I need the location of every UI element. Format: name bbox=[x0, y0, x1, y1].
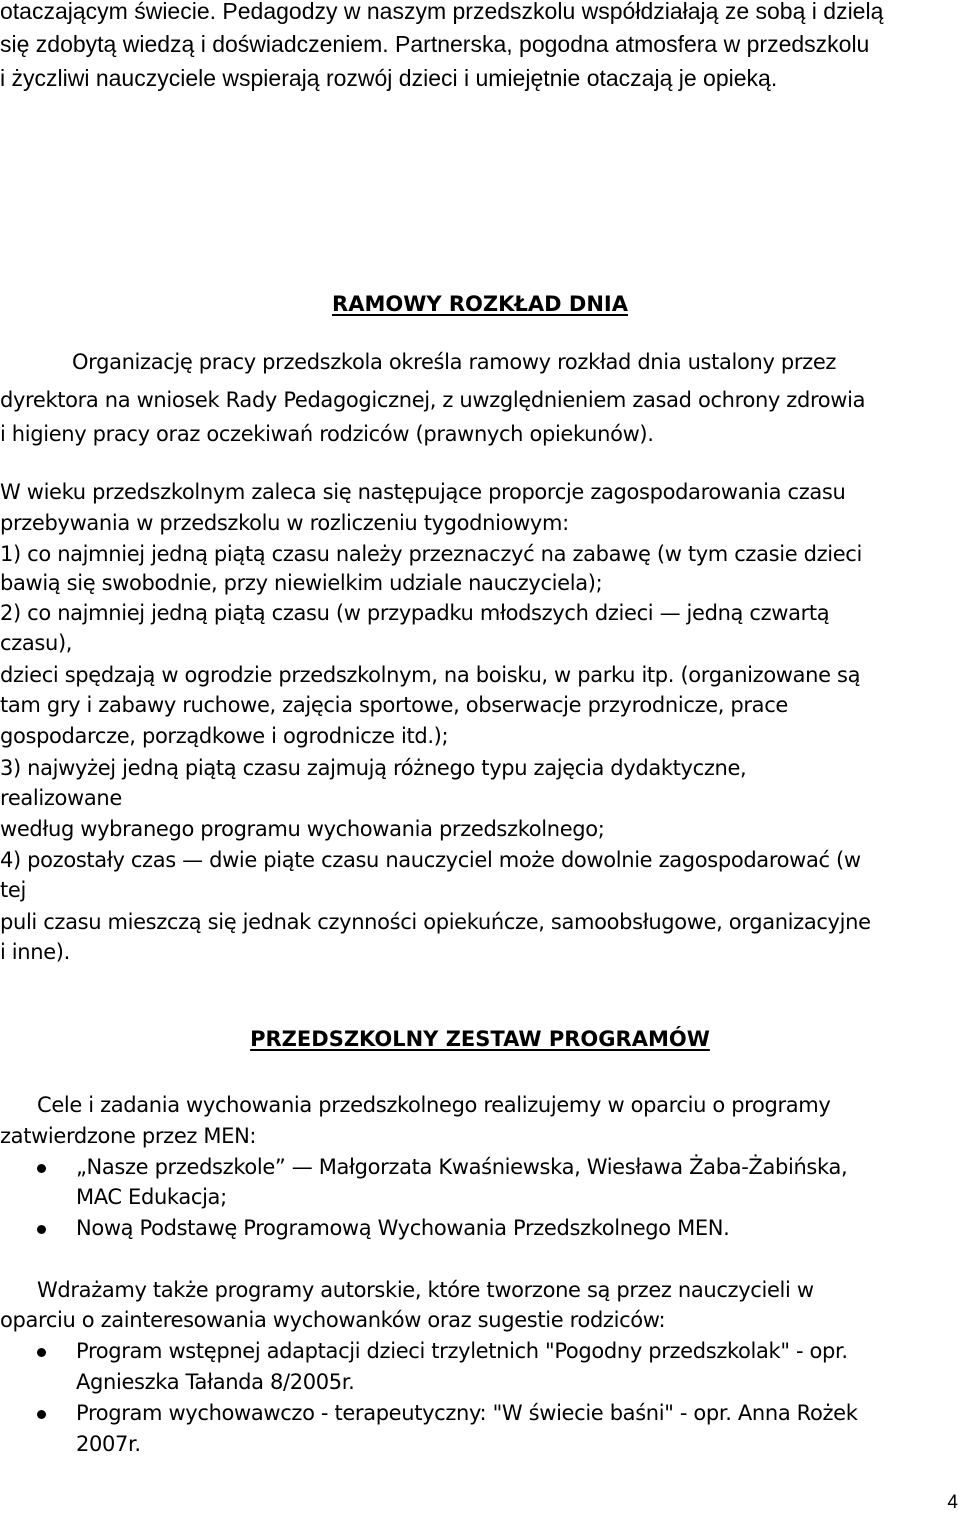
text-line: otaczającym świecie. Pedagodzy w naszym przedszkolu współdziałają ze sobą i dzielą bbox=[0, 0, 884, 24]
text-line: Wdrażamy także programy autorskie, które tworzone są przez nauczycieli w bbox=[37, 1278, 814, 1302]
text-line: puli czasu mieszczą się jednak czynności opiekuńcze, samoobsługowe, organizacyjne bbox=[0, 910, 871, 934]
text-line: czasu), bbox=[0, 631, 73, 655]
bullet-icon bbox=[37, 1348, 46, 1357]
text-line: bawią się swobodnie, przy niewielkim udziale nauczyciela); bbox=[0, 571, 603, 595]
text-line: i higieny pracy oraz oczekiwań rodziców (prawnych opiekunów). bbox=[0, 422, 654, 446]
text-line: zatwierdzone przez MEN: bbox=[0, 1124, 257, 1148]
text-line: oparciu o zainteresowania wychowanków oraz sugestie rodziców: bbox=[0, 1308, 666, 1332]
text-line: przebywania w przedszkolu w rozliczeniu tygodniowym: bbox=[0, 511, 569, 535]
text-line: tej bbox=[0, 878, 26, 902]
text-line: 4) pozostały czas — dwie piąte czasu nauczyciel może dowolnie zagospodarować (w bbox=[0, 848, 861, 872]
bullet-icon bbox=[37, 1410, 46, 1419]
text-line: Nową Podstawę Programową Wychowania Przedszkolnego MEN. bbox=[76, 1216, 730, 1240]
text-line: i życzliwi nauczyciele wspierają rozwój dzieci i umiejętnie otaczają je opieką. bbox=[0, 65, 778, 91]
bullet-icon bbox=[37, 1225, 46, 1234]
text-line: 2) co najmniej jedną piątą czasu (w przypadku młodszych dzieci — jedną czwartą bbox=[0, 601, 830, 625]
text-line: się zdobytą wiedzą i doświadczeniem. Partnerska, pogodna atmosfera w przedszkolu bbox=[0, 31, 870, 57]
text-line: Organizację pracy przedszkola określa ramowy rozkład dnia ustalony przez bbox=[72, 350, 837, 374]
text-line: Program wychowawczo - terapeutyczny: "W świecie baśni" - opr. Anna Rożek bbox=[76, 1401, 858, 1425]
text-line: Agnieszka Tałanda 8/2005r. bbox=[76, 1370, 355, 1394]
text-line: tam gry i zabawy ruchowe, zajęcia sportowe, obserwacje przyrodnicze, prace bbox=[0, 693, 788, 717]
section-heading-daily-schedule: RAMOWY ROZKŁAD DNIA bbox=[332, 292, 628, 316]
text-line: Program wstępnej adaptacji dzieci trzyletnich "Pogodny przedszkolak" - opr. bbox=[76, 1339, 848, 1363]
section-heading-program-set: PRZEDSZKOLNY ZESTAW PROGRAMÓW bbox=[250, 1027, 710, 1051]
bullet-icon bbox=[37, 1164, 46, 1173]
text-line: 3) najwyżej jedną piątą czasu zajmują różnego typu zajęcia dydaktyczne, bbox=[0, 756, 747, 780]
text-line: gospodarcze, porządkowe i ogrodnicze itd.); bbox=[0, 724, 449, 748]
text-line: realizowane bbox=[0, 786, 122, 810]
text-line: i inne). bbox=[0, 940, 70, 964]
text-line: dyrektora na wniosek Rady Pedagogicznej, z uwzględnieniem zasad ochrony zdrowia bbox=[0, 388, 866, 412]
text-line: Cele i zadania wychowania przedszkolnego realizujemy w oparciu o programy bbox=[37, 1093, 831, 1117]
text-line: według wybranego programu wychowania przedszkolnego; bbox=[0, 817, 605, 841]
text-line: 1) co najmniej jedną piątą czasu należy przeznaczyć na zabawę (w tym czasie dzieci bbox=[0, 542, 862, 566]
page-number: 4 bbox=[947, 1492, 958, 1513]
text-line: MAC Edukacja; bbox=[76, 1185, 227, 1209]
text-line: „Nasze przedszkole” — Małgorzata Kwaśniewska, Wiesława Żaba-Żabińska, bbox=[76, 1155, 848, 1179]
text-line: W wieku przedszkolnym zaleca się następujące proporcje zagospodarowania czasu bbox=[0, 480, 846, 504]
text-line: 2007r. bbox=[76, 1432, 141, 1456]
text-line: dzieci spędzają w ogrodzie przedszkolnym, na boisku, w parku itp. (organizowane są bbox=[0, 663, 861, 687]
